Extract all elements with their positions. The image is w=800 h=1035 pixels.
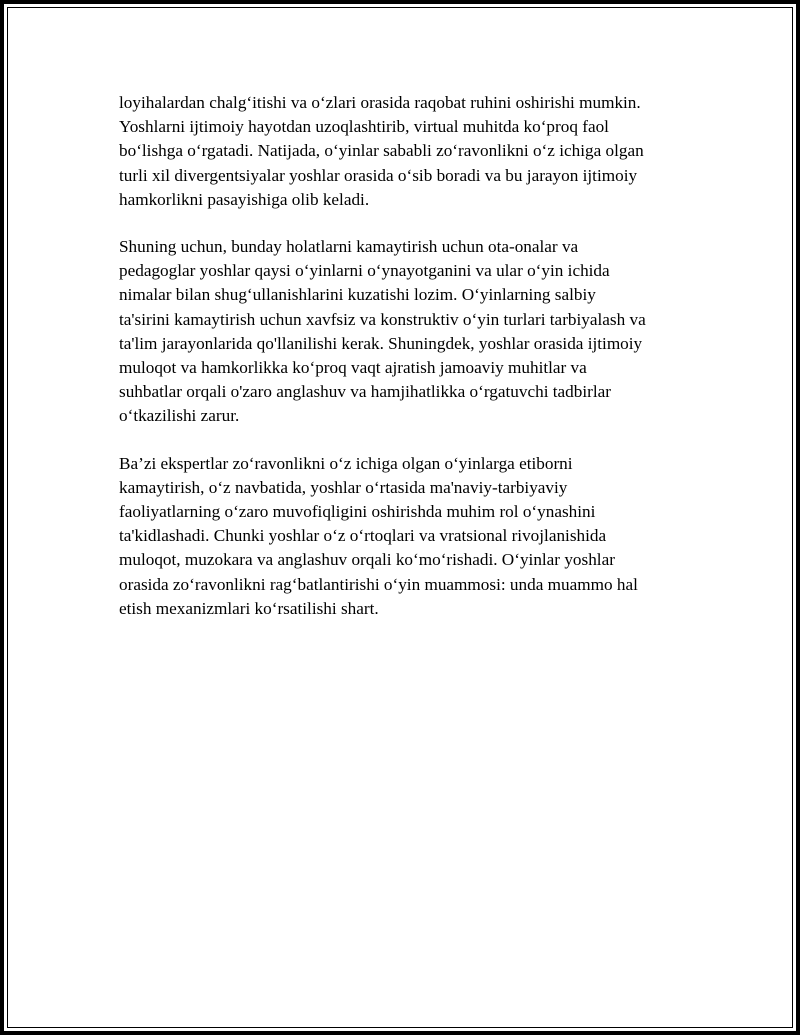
- text-line: suhbatlar orqali o'zaro anglashuv va hamjihatlikka o‘rgatuvchi tadbirlar: [119, 382, 611, 402]
- text-line: ta'kidlashadi. Chunki yoshlar o‘z o‘rtoqlari va vratsional rivojlanishida: [119, 526, 607, 546]
- text-line: Shuning uchun, bunday holatlarni kamaytirish uchun ota-onalar va: [119, 237, 579, 257]
- text-line: etish mexanizmlari ko‘rsatilishi shart.: [119, 598, 379, 618]
- text-line: ta'lim jarayonlarida qo'llanilishi kerak. Shuningdek, yoshlar orasida ijtimoiy: [119, 333, 643, 353]
- paragraph-3: [119, 452, 689, 621]
- paragraph-2: [119, 235, 689, 429]
- text-line: muloqot, muzokara va anglashuv orqali ko‘mo‘rishadi. O‘yinlar yoshlar: [119, 550, 615, 570]
- text-line: o‘tkazilishi zarur.: [119, 406, 240, 426]
- document-body: [119, 91, 689, 644]
- text-line: bo‘lishga o‘rgatadi. Natijada, o‘yinlar sababli zo‘ravonlikni o‘z ichiga olgan: [119, 141, 644, 161]
- text-line: kamaytirish, o‘z navbatida, yoshlar o‘rtasida ma'naviy-tarbiyaviy: [119, 477, 568, 497]
- text-line: hamkorlikni pasayishiga olib keladi.: [119, 189, 370, 209]
- text-line: faoliyatlarning o‘zaro muvofiqligini oshirishda muhim rol o‘ynashini: [119, 502, 596, 522]
- text-line: turli xil divergentsiyalar yoshlar orasida o‘sib boradi va bu jarayon ijtimoiy: [119, 165, 638, 185]
- text-line: muloqot va hamkorlikka ko‘proq vaqt ajratish jamoaviy muhitlar va: [119, 358, 587, 378]
- text-line: Ba’zi ekspertlar zo‘ravonlikni o‘z ichiga olgan o‘yinlarga etiborni: [119, 453, 573, 473]
- paragraph-1: [119, 91, 689, 212]
- text-line: nimalar bilan shug‘ullanishlarini kuzatishi lozim. O‘yinlarning salbiy: [119, 285, 596, 305]
- text-line: Yoshlarni ijtimoiy hayotdan uzoqlashtirib, virtual muhitda ko‘proq faol: [119, 117, 609, 137]
- text-line: loyihalardan chalg‘itishi va o‘zlari orasida raqobat ruhini oshirishi mumkin.: [119, 93, 641, 112]
- text-line: ta'sirini kamaytirish uchun xavfsiz va konstruktiv o‘yin turlari tarbiyalash va: [119, 309, 646, 329]
- text-line: orasida zo‘ravonlikni rag‘batlantirishi o‘yin muammosi: unda muammo hal: [119, 574, 638, 594]
- text-line: pedagoglar yoshlar qaysi o‘yinlarni o‘ynayotganini va ular o‘yin ichida: [119, 261, 610, 281]
